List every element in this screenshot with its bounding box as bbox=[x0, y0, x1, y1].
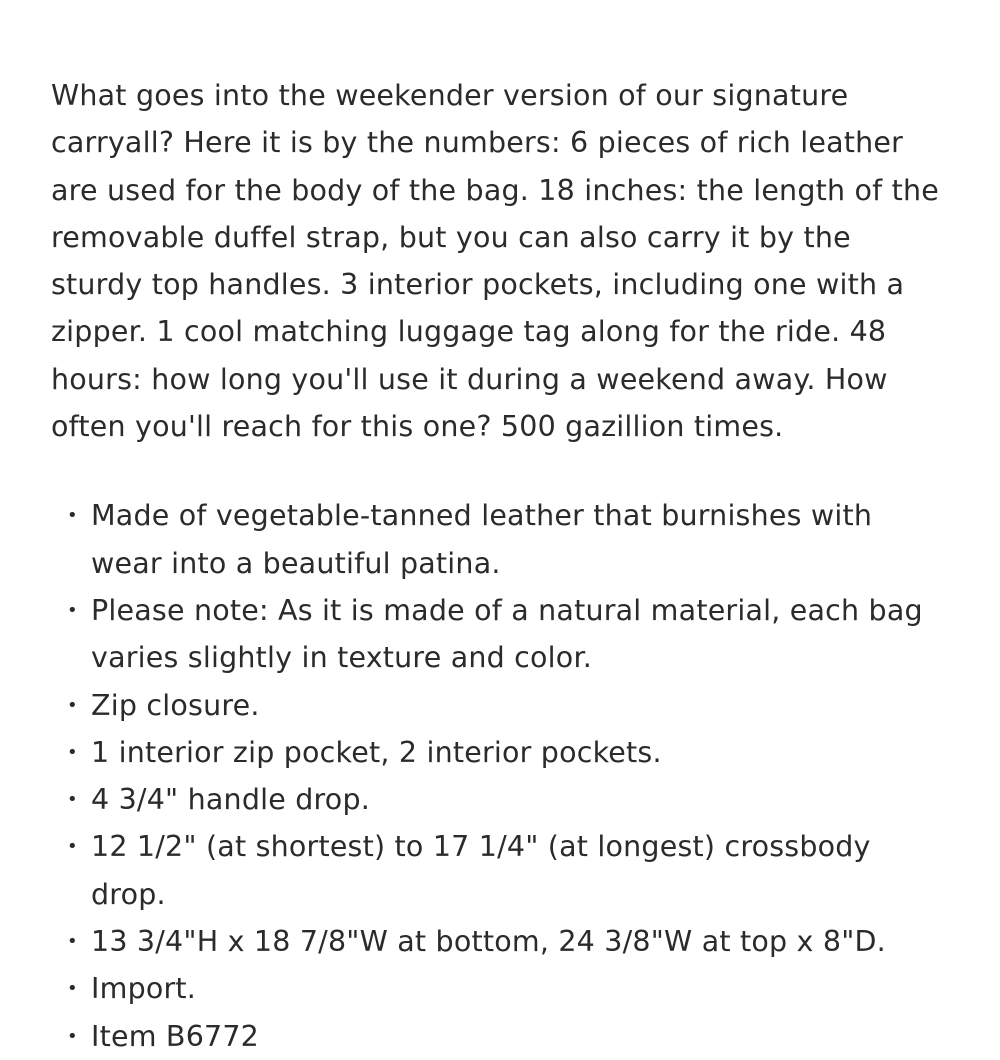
feature-list-item bbox=[51, 492, 940, 587]
feature-list-item bbox=[51, 1013, 940, 1060]
bullet-icon: • bbox=[67, 694, 78, 716]
feature-list-item bbox=[51, 587, 940, 682]
feature-list-item bbox=[51, 682, 940, 729]
bullet-icon: • bbox=[67, 931, 78, 953]
feature-list-item bbox=[51, 823, 940, 918]
feature-list-item bbox=[51, 965, 940, 1012]
feature-text: Import. bbox=[91, 972, 197, 1006]
product-description: What goes into the weekender version of our signature carryall? Here it is by the numbers: 6 pieces of rich leather are used for the body of the bag. 18 inches: the length of the removable duffel strap, but you can also carry it by the sturdy top handles. 3 interior pockets, including one with a zipper. 1 cool matching luggage tag along for the ride. 48 hours: how long you'll use it during a weekend away. How often you'll reach for this one? 500 gazillion times. bbox=[51, 79, 940, 444]
feature-text: Item B6772 bbox=[91, 1019, 260, 1053]
bullet-icon: • bbox=[67, 978, 78, 1000]
feature-text: Made of vegetable-tanned leather that burnishes with wear into a beautiful patina. bbox=[91, 499, 873, 580]
feature-text: Please note: As it is made of a natural material, each bag varies slightly in texture and color. bbox=[91, 593, 923, 675]
feature-list bbox=[51, 492, 940, 1060]
feature-text: 4 3/4" handle drop. bbox=[91, 783, 370, 817]
bullet-icon: • bbox=[67, 505, 78, 527]
bullet-icon: • bbox=[67, 789, 78, 811]
feature-text: 13 3/4"H x 18 7/8"W at bottom, 24 3/8"W at top x 8"D. bbox=[91, 925, 886, 959]
feature-list-item bbox=[51, 729, 940, 776]
feature-list-item bbox=[51, 918, 940, 965]
bullet-icon: • bbox=[67, 741, 78, 763]
feature-text: 1 interior zip pocket, 2 interior pockets. bbox=[91, 735, 662, 769]
bullet-icon: • bbox=[67, 836, 78, 858]
feature-text: 12 1/2" (at shortest) to 17 1/4" (at longest) crossbody drop. bbox=[91, 830, 871, 911]
feature-list-item bbox=[51, 776, 940, 823]
bullet-icon: • bbox=[67, 1025, 78, 1047]
bullet-icon: • bbox=[67, 599, 78, 621]
feature-text: Zip closure. bbox=[91, 688, 260, 722]
